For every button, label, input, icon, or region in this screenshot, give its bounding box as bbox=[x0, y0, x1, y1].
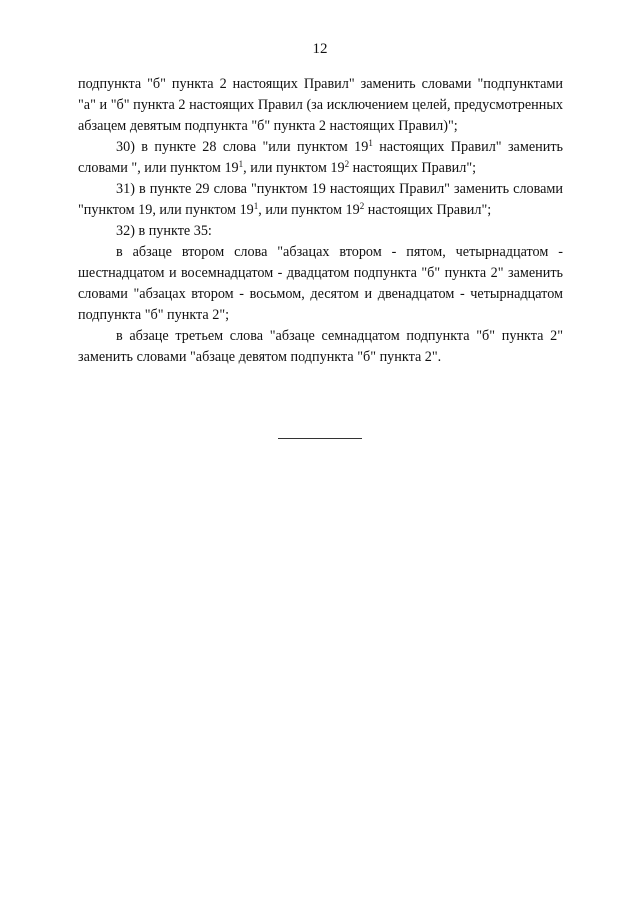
paragraph-item-32: 32) в пункте 35: bbox=[116, 223, 212, 239]
superscript-1: 1 bbox=[238, 159, 244, 169]
item-31-text-a: 31) в пункте 29 слова "пунктом 19 настоящих Правил" заменить словами "пунктом 19, или пунктом 19 bbox=[78, 181, 563, 218]
item-30-text-b: настоящих Правил" заменить словами ", или пунктом 19 bbox=[78, 139, 563, 176]
item-31-text-b: , или пунктом 19 bbox=[258, 202, 360, 218]
document-body bbox=[78, 74, 563, 368]
item-30-text-c: , или пунктом 19 bbox=[243, 160, 345, 176]
paragraph-item-30 bbox=[78, 137, 563, 179]
paragraph-item-31 bbox=[78, 179, 563, 221]
item-31-text-c: настоящих Правил"; bbox=[364, 202, 492, 218]
item-30-text-a: 30) в пункте 28 слова "или пунктом 19 bbox=[116, 139, 369, 155]
superscript-1: 1 bbox=[368, 138, 373, 148]
end-divider bbox=[278, 438, 362, 439]
superscript-1: 1 bbox=[253, 201, 259, 211]
paragraph-continuation: подпункта "б" пункта 2 настоящих Правил" заменить словами "подпунктами "а" и "б" пункта 2 настоящих Правил (за исключением целей, предусмотренных абзацем девятым подпункта "б" пункта 2 настоящих Правил)"; bbox=[78, 76, 563, 134]
superscript-2: 2 bbox=[359, 201, 365, 211]
paragraph-third-abzac: в абзаце третьем слова "абзаце семнадцатом подпункта "б" пункта 2" заменить словами "абзаце девятом подпункта "б" пункта 2". bbox=[78, 328, 563, 365]
item-30-text-d: настоящих Правил"; bbox=[349, 160, 477, 176]
superscript-2: 2 bbox=[344, 159, 350, 169]
page-number: 12 bbox=[312, 41, 328, 57]
paragraph-second-abzac: в абзаце втором слова "абзацах втором - пятом, четырнадцатом - шестнадцатом и восемнадцатом - двадцатом подпункта "б" пункта 2" заменить словами "абзацах втором - восьмом, десятом и двенадцатом - четырнадцатом подпункта "б" пункта 2"; bbox=[78, 244, 563, 323]
